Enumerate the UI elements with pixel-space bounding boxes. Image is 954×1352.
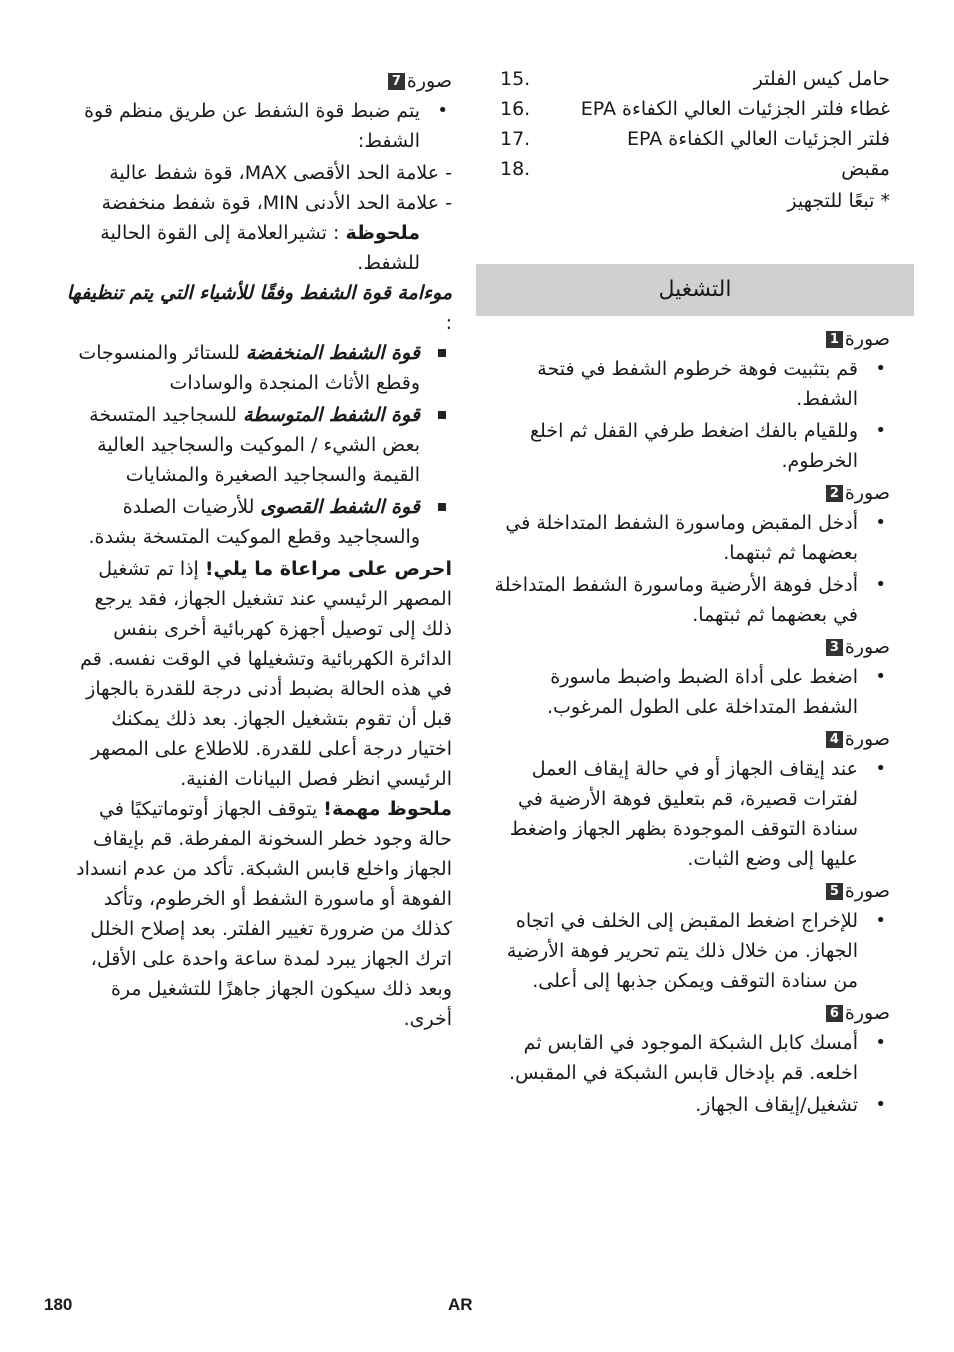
- page-number: 180: [44, 1295, 73, 1314]
- figure-7-steps: [64, 96, 452, 156]
- list-item: • تشغيل/إيقاف الجهاز.: [492, 1090, 890, 1120]
- equipment-note: * تبعًا للتجهيز: [787, 190, 890, 212]
- language-code: AR: [448, 1295, 473, 1314]
- figure-4-steps: [492, 754, 890, 874]
- caution-label: احرص على مراعاة ما يلي!: [204, 558, 452, 580]
- right-column: [492, 64, 890, 1122]
- left-column: [64, 64, 452, 1034]
- figure-label: صورة 7: [64, 66, 452, 96]
- figure-2-steps: [492, 508, 890, 630]
- list-item: • أدخل المقبض وماسورة الشفط المتداخلة في بعضهما ثم ثبتهما.: [492, 508, 890, 568]
- list-item: • وللقيام بالفك اضغط طرفي القفل ثم اخلع الخرطوم.: [492, 416, 890, 476]
- figure-5-steps: [492, 906, 890, 996]
- parts-item: حامل كيس الفلتر 15.: [500, 68, 890, 90]
- suction-heading: موءامة قوة الشفط وفقًا للأشياء التي يتم تنظيفها :: [66, 282, 452, 334]
- list-item: قوة الشفط القصوى للأرضيات الصلدة والسجاجيد وقطع الموكيت المتسخة بشدة.: [64, 492, 452, 552]
- caution-paragraph: احرص على مراعاة ما يلي! إذا تم تشغيل المصهر الرئيسي عند تشغيل الجهاز، فقد يرجع ذلك إلى توصيل أجهزة كهربائية أخرى بنفس الدائرة الكهربائية وتشغيلها في الوقت نفسه. قم في هذه الحالة بضبط أدنى درجة للقدرة بالجهاز قبل أن تقوم بتشغيل الجهاز. بعد ذلك يمكنك اختيار درجة أعلى للقدرة. للاطلاع على المصهر الرئيسي انظر فصل البيانات الفنية.: [80, 558, 452, 790]
- figure-1-steps: [492, 354, 890, 476]
- important-paragraph: ملحوظ مهمة! يتوقف الجهاز أوتوماتيكيًا في حالة وجود خطر السخونة المفرطة. قم بإيقاف الجهاز واخلع قابس الشبكة. تأكد من عدم انسداد الفوهة أو ماسورة الشفط أو الخرطوم، وتأكد كذلك من ضرورة تغيير الفلتر. بعد إصلاح الخلل اترك الجهاز يبرد لمدة ساعة واحدة على الأقل، وبعد ذلك سيكون الجهاز جاهزًا للتشغيل مرة أخرى.: [76, 798, 452, 1030]
- figure-number-badge: 6: [826, 1005, 843, 1022]
- figure-number-badge: 1: [826, 331, 843, 348]
- note: ملحوظة : تشيرالعلامة إلى القوة الحالية للشفط.: [100, 222, 420, 274]
- parts-item: غطاء فلتر الجزئيات العالي الكفاءة EPA 16.: [500, 98, 890, 120]
- list-item: • للإخراج اضغط المقبض إلى الخلف في اتجاه الجهاز. من خلال ذلك يتم تحرير فوهة الأرضية من سنادة التوقف ويمكن جذبها إلى أعلى.: [492, 906, 890, 996]
- note-label: ملحوظة: [345, 222, 420, 244]
- list-item: • أدخل فوهة الأرضية وماسورة الشفط المتداخلة في بعضهما ثم ثبتهما.: [492, 570, 890, 630]
- figure-6-steps: [492, 1028, 890, 1120]
- figure-label: صورة 2: [492, 478, 890, 508]
- parts-item: مقبض 18.: [500, 158, 890, 180]
- figure-number-badge: 2: [826, 485, 843, 502]
- figure-number-badge: 5: [826, 883, 843, 900]
- section-title: التشغيل: [476, 264, 914, 316]
- figure-number-badge: 7: [388, 73, 405, 90]
- parts-list: [492, 64, 890, 216]
- min-mark-text: - علامة الحد الأدنى MIN، قوة شفط منخفضة: [101, 192, 452, 214]
- suction-levels-list: [64, 338, 452, 552]
- figure-label: صورة 1: [492, 324, 890, 354]
- list-item: قوة الشفط المنخفضة للستائر والمنسوجات وقطع الأثاث المنجدة والوسادات: [64, 338, 452, 398]
- list-item: • عند إيقاف الجهاز أو في حالة إيقاف العمل لفترات قصيرة، قم بتعليق فوهة الأرضية في سنادة التوقف الموجودة بظهر الجهاز واضغط عليها إلى وضع الثبات.: [492, 754, 890, 874]
- figure-label: صورة 4: [492, 724, 890, 754]
- list-item: • قم بتثبيت فوهة خرطوم الشفط في فتحة الشفط.: [492, 354, 890, 414]
- parts-item: فلتر الجزئيات العالي الكفاءة EPA 17.: [500, 128, 890, 150]
- list-item: • أمسك كابل الشبكة الموجود في القابس ثم اخلعه. قم بإدخال قابس الشبكة في المقبس.: [492, 1028, 890, 1088]
- figure-3-steps: [492, 662, 890, 722]
- max-mark-text: - علامة الحد الأقصى MAX، قوة شفط عالية: [109, 162, 452, 184]
- figure-label: صورة 6: [492, 998, 890, 1028]
- figure-number-badge: 3: [826, 639, 843, 656]
- important-label: ملحوظ مهمة!: [323, 798, 452, 820]
- list-item: • اضغط على أداة الضبط واضبط ماسورة الشفط المتداخلة على الطول المرغوب.: [492, 662, 890, 722]
- list-item: • يتم ضبط قوة الشفط عن طريق منظم قوة الشفط:: [64, 96, 452, 156]
- figure-label: صورة 3: [492, 632, 890, 662]
- list-item: قوة الشفط المتوسطة للسجاجيد المتسخة بعض الشيء / الموكيت والسجاجيد العالية القيمة والسجاجيد الصغيرة والمشايات: [64, 400, 452, 490]
- figure-label: صورة 5: [492, 876, 890, 906]
- figure-number-badge: 4: [826, 731, 843, 748]
